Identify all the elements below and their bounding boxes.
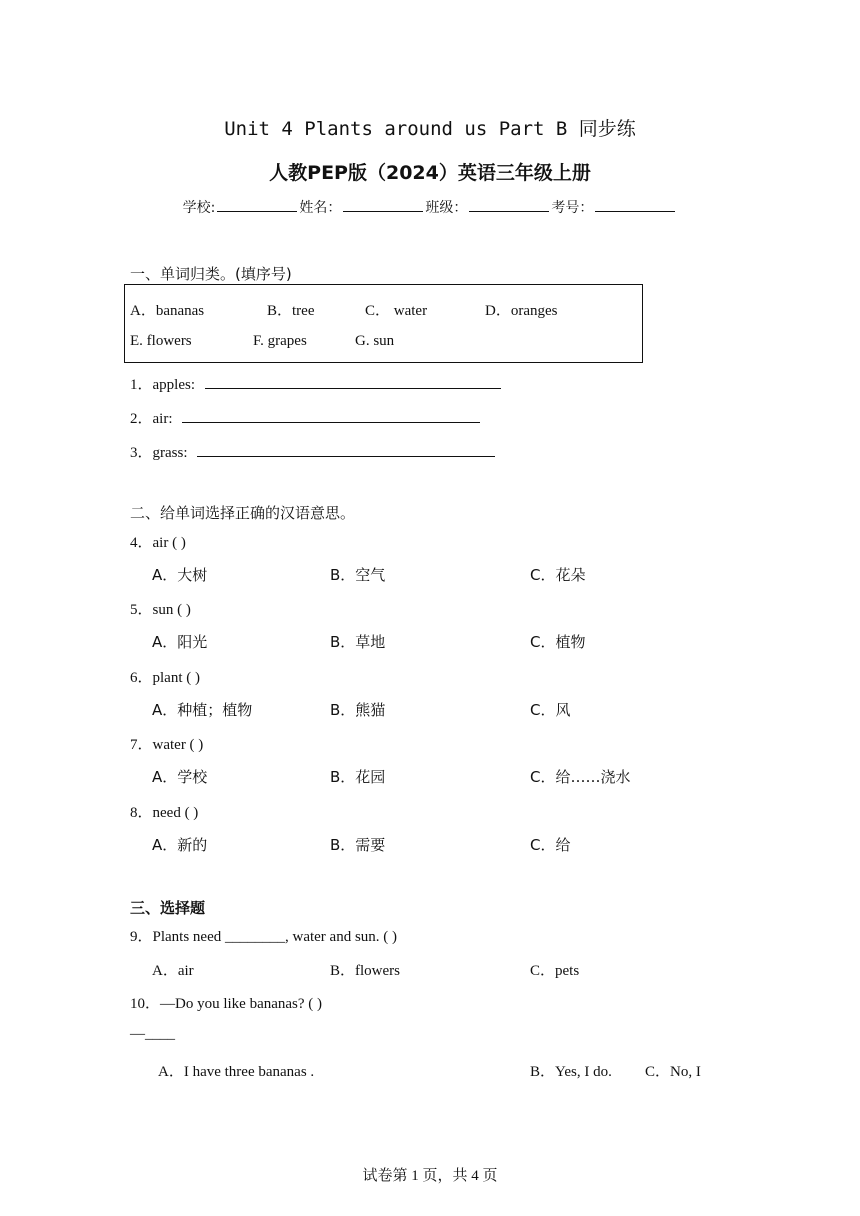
option-b[interactable]: B．空气 [330,566,386,584]
class-label: 班级： [425,200,468,216]
classify-item-1 [130,373,501,394]
section3-heading: 三、选择题 [130,899,206,917]
option-b[interactable]: B．需要 [330,836,386,854]
option-a[interactable]: A．种植；植物 [152,701,253,719]
option-c[interactable]: C．植物 [530,633,586,651]
word-bank-item: E. flowers [130,333,192,349]
school-label: 学校: [182,200,216,216]
question-10: 10．—Do you like bananas? ( ) [130,996,323,1012]
question-9: 9．Plants need ________, water and sun. ( ) [130,929,398,945]
word-bank-item: G. sun [355,333,395,349]
option-c[interactable]: C．给……浇水 [530,768,631,786]
option-c[interactable]: C．花朵 [530,566,586,584]
school-blank[interactable] [217,199,297,212]
number-blank[interactable] [595,199,675,212]
answer-blank[interactable] [182,408,480,423]
word-bank-item: B．tree [267,303,315,319]
option-a[interactable]: A．air [152,963,194,979]
classify-item-2 [130,407,480,428]
classify-label: 2．air: [130,411,173,427]
classify-label: 3．grass: [130,445,188,461]
class-blank[interactable] [469,199,549,212]
option-c[interactable]: C．风 [530,701,571,719]
answer-blank[interactable] [205,374,501,389]
title-line-2: 人教PEP版（2024）英语三年级上册 [269,162,591,184]
option-a[interactable]: A．学校 [152,768,208,786]
word-bank-item: F. grapes [253,333,307,349]
title-line-1: Unit 4 Plants around us Part B 同步练 [224,118,636,140]
option-c[interactable]: C．pets [530,963,580,979]
question-4: 4．air ( ) [130,535,186,551]
answer-blank[interactable] [197,442,495,457]
option-b[interactable]: B．花园 [330,768,386,786]
name-blank[interactable] [343,199,423,212]
option-a[interactable]: A．大树 [152,566,208,584]
option-a[interactable]: A．新的 [152,836,208,854]
section1-heading: 一、单词归类。(填序号) [130,265,292,283]
section2-heading: 二、给单词选择正确的汉语意思。 [130,504,356,522]
option-b[interactable]: B．Yes, I do. [530,1064,612,1080]
classify-label: 1．apples: [130,377,195,393]
option-b[interactable]: B．熊猫 [330,701,386,719]
question-5: 5．sun ( ) [130,602,191,618]
name-label: 姓名： [299,200,342,216]
option-a[interactable]: A．I have three bananas . [158,1064,315,1080]
answer-line: —____ [130,1026,175,1042]
option-a[interactable]: A．阳光 [152,633,208,651]
question-8: 8．need ( ) [130,805,199,821]
option-b[interactable]: B．flowers [330,963,400,979]
question-6: 6．plant ( ) [130,670,200,686]
option-b[interactable]: B．草地 [330,633,386,651]
page-footer: 试卷第 1 页，共 4 页 [362,1168,498,1184]
number-label: 考号： [551,200,594,216]
word-bank-item: A．bananas [130,303,205,319]
word-bank-box [124,284,643,363]
option-c[interactable]: C．No, I [645,1064,701,1080]
question-7: 7．water ( ) [130,737,204,753]
student-info-row [0,197,860,217]
word-bank-item: D．oranges [485,303,558,319]
word-bank-item: C． water [365,303,428,319]
classify-item-3 [130,441,495,462]
option-c[interactable]: C．给 [530,836,571,854]
